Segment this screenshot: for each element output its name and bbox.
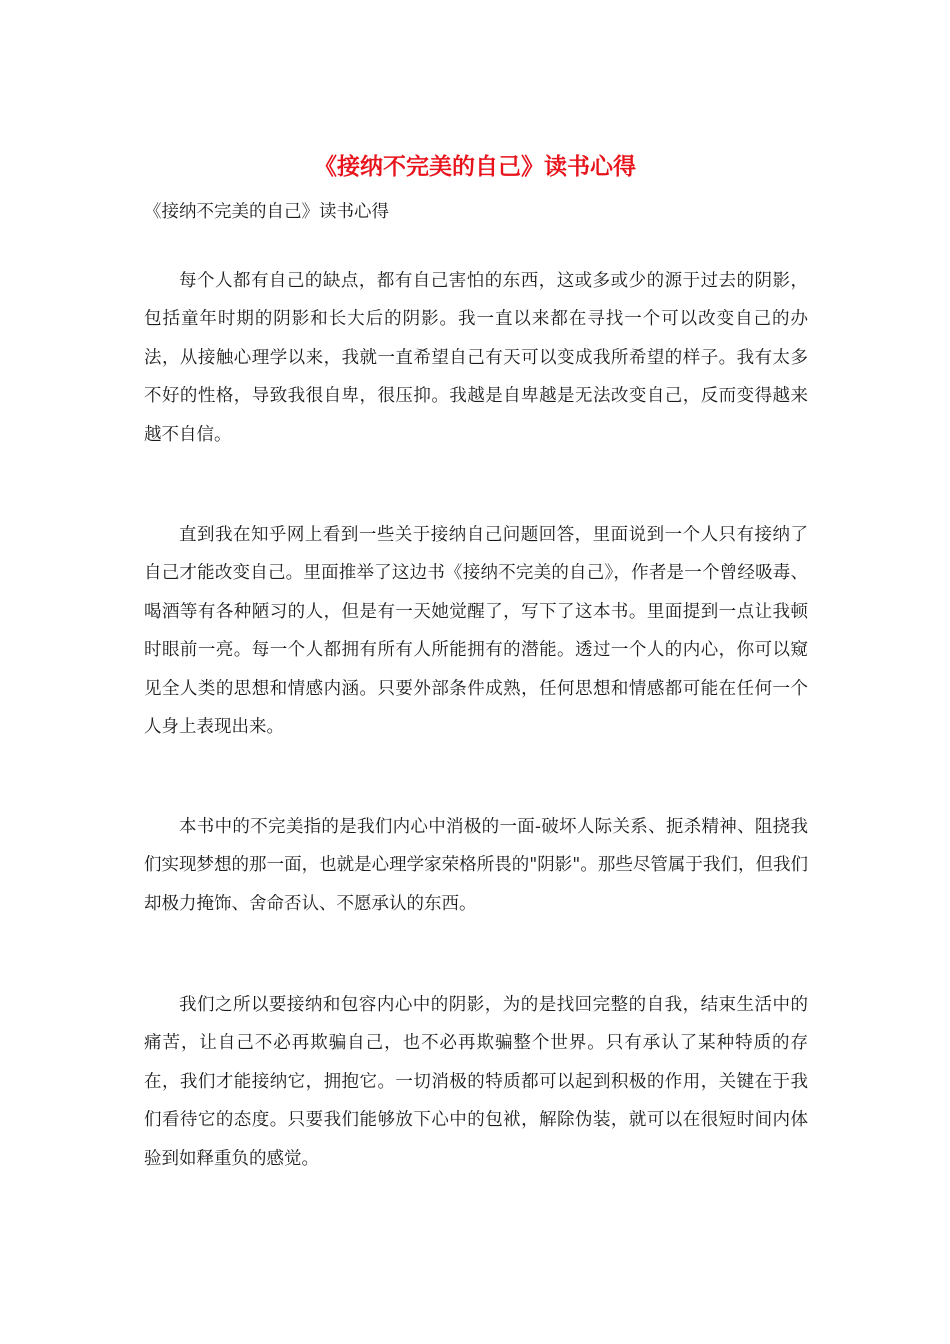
paragraph-1: 每个人都有自己的缺点，都有自己害怕的东西，这或多或少的源于过去的阴影，包括童年时期的阴影和长大后的阴影。我一直以来都在寻找一个可以改变自己的办法，从接触心理学以来，我就一直希望自己有天可以变成我所希望的样子。我有太多不好的性格，导致我很自卑，很压抑。我越是自卑越是无法改变自己，反而变得越来越不自信。: [144, 271, 808, 445]
paragraph-2: 直到我在知乎网上看到一些关于接纳自己问题回答，里面说到一个人只有接纳了自己才能改变自己。里面推举了这边书《接纳不完美的自己》，作者是一个曾经吸毒、喝酒等有各种陋习的人，但是有一天她觉醒了，写下了这本书。里面提到一点让我顿时眼前一亮。每一个人都拥有所有人所能拥有的潜能。透过一个人的内心，你可以窥见全人类的思想和情感内涵。只要外部条件成熟，任何思想和情感都可能在任何一个人身上表现出来。: [144, 525, 808, 738]
document-title: 《接纳不完美的自己》读书心得: [314, 154, 636, 180]
paragraph-3: 本书中的不完美指的是我们内心中消极的一面-破坏人际关系、扼杀精神、阻挠我们实现梦想的那一面，也就是心理学家荣格所畏的"阴影"。那些尽管属于我们，但我们却极力掩饰、舍命否认、不愿承认的东西。: [144, 817, 808, 914]
document-subtitle: 《接纳不完美的自己》读书心得: [144, 202, 389, 222]
paragraph-4: 我们之所以要接纳和包容内心中的阴影，为的是找回完整的自我，结束生活中的痛苦，让自己不必再欺骗自己，也不必再欺骗整个世界。只有承认了某种特质的存在，我们才能接纳它，拥抱它。一切消极的特质都可以起到积极的作用，关键在于我们看待它的态度。只要我们能够放下心中的包袱，解除伪装，就可以在很短时间内体验到如释重负的感觉。: [144, 995, 808, 1169]
